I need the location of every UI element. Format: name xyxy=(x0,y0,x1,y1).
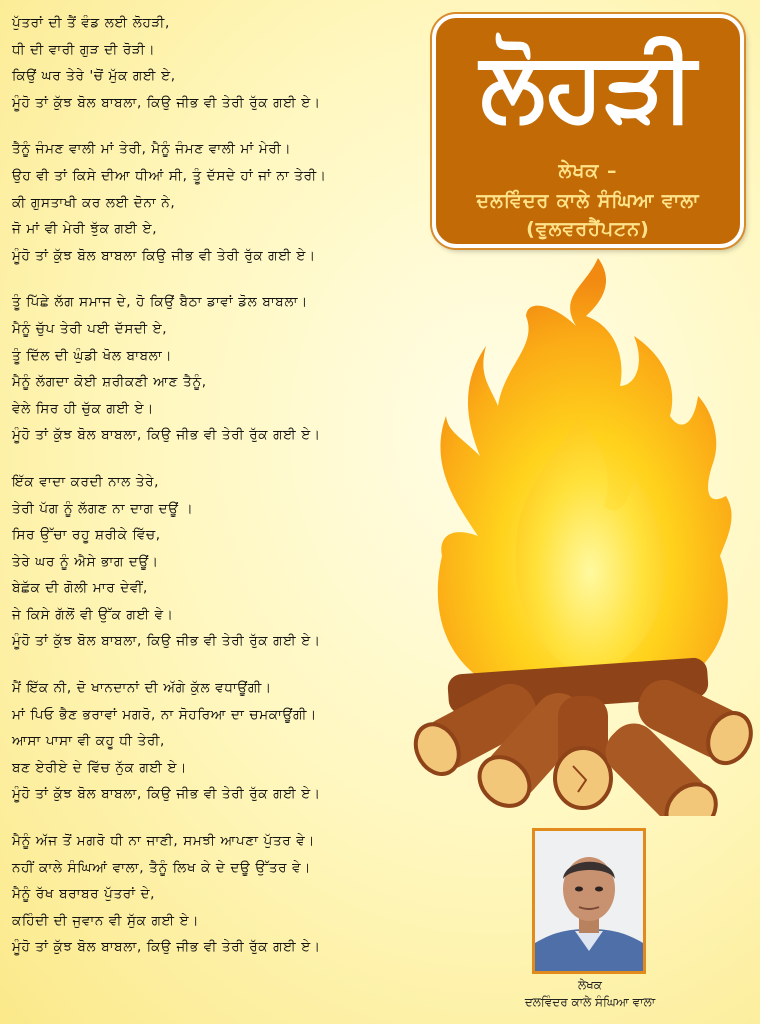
poem-stanza xyxy=(12,289,422,449)
poem-line: ਮੈਂ ਇੱਕ ਨੀ, ਦੋ ਖਾਨਦਾਨਾਂ ਦੀ ਅੱਗੇ ਕੁੱਲ ਵਧਾਊਂਗੀ। xyxy=(12,680,272,697)
poem-line: ਆਸਾ ਪਾਸਾ ਵੀ ਕਹੂ ਧੀ ਤੇਰੀ, xyxy=(12,733,165,750)
poem-line: ਜੇ ਕਿਸੇ ਗੱਲੋਂ ਵੀ ਉੱਕ ਗਈ ਵੇ। xyxy=(12,606,174,623)
poem xyxy=(12,10,422,981)
poem-line: ਮੂੰਹੋ ਤਾਂ ਕੁੱਝ ਬੋਲ ਬਾਬਲਾ, ਕਿਉ ਜੀਭ ਵੀ ਤੇਰੀ ਰੁੱਕ ਗਈ ਏ। xyxy=(12,94,321,111)
poem-line: ਮੈਨੂੰ ਚੁੱਪ ਤੇਰੀ ਪਈ ਦੱਸਦੀ ਏ, xyxy=(12,320,168,337)
poem-line: ਮੈਨੂੰ ਰੱਖ ਬਰਾਬਰ ਪੁੱਤਰਾਂ ਦੇ, xyxy=(12,886,156,903)
log-pile xyxy=(408,657,754,816)
poem-line: ਜੋ ਮਾਂ ਵੀ ਮੇਰੀ ਝੁੱਕ ਗਈ ਏ, xyxy=(12,221,158,238)
author-place: (ਵੁਲਵਰਹੈਂਪਟਨ) xyxy=(526,218,650,240)
poem-stanza xyxy=(12,675,422,808)
poem-line: ਮੂੰਹੋ ਤਾਂ ਕੁੱਝ ਬੋਲ ਬਾਬਲਾ, ਕਿਉ ਜੀਭ ਵੀ ਤੇਰੀ ਰੁੱਕ ਗਈ ਏ। xyxy=(12,786,321,803)
poem-line: ਮੂੰਹੋ ਤਾਂ ਕੁੱਝ ਬੋਲ ਬਾਬਲਾ, ਕਿਉ ਜੀਭ ਵੀ ਤੇਰੀ ਰੁੱਕ ਗਈ ਏ। xyxy=(12,939,321,956)
author-name: ਦਲਵਿੰਦਰ ਕਾਲੇ ਸੰਘਿਆ ਵਾਲਾ xyxy=(476,190,700,212)
page-title: ਲੋਹੜੀ xyxy=(480,30,696,142)
poem-line: ਤੈਨੂੰ ਜੰਮਣ ਵਾਲੀ ਮਾਂ ਤੇਰੀ, ਮੈਨੂੰ ਜੰਮਣ ਵਾਲੀ ਮਾਂ ਮੇਰੀ। xyxy=(12,141,292,158)
poem-line: ਤੇਰੀ ਪੱਗ ਨੂੰ ਲੱਗਣ ਨਾ ਦਾਗ ਦਊਂ । xyxy=(12,500,194,517)
poem-stanza xyxy=(12,10,422,116)
poem-line: ਇੱਕ ਵਾਦਾ ਕਰਦੀ ਨਾਲ ਤੇਰੇ, xyxy=(12,473,160,490)
poem-line: ਸਿਰ ਉੱਚਾ ਰਹੂ ਸ਼ਰੀਕੇ ਵਿੱਚ, xyxy=(12,527,161,544)
poem-line: ਮੂੰਹੋ ਤਾਂ ਕੁੱਝ ਬੋਲ ਬਾਬਲਾ ਕਿਉ ਜੀਭ ਵੀ ਤੇਰੀ ਰੁੱਕ ਗਈ ਏ। xyxy=(12,247,316,264)
title-box xyxy=(432,14,744,248)
poem-stanza xyxy=(12,469,422,655)
poem-stanza xyxy=(12,136,422,269)
poem-line: ਪੁੱਤਰਾਂ ਦੀ ਤੈਂ ਵੰਡ ਲਈ ਲੋਹੜੀ, xyxy=(12,15,170,31)
author-label: ਲੇਖਕ – xyxy=(558,160,618,182)
poem-line: ਮੂੰਹੋ ਤਾਂ ਕੁੱਝ ਬੋਲ ਬਾਬਲਾ, ਕਿਉ ਜੀਭ ਵੀ ਤੇਰੀ ਰੁੱਕ ਗਈ ਏ। xyxy=(12,427,321,444)
poem-line: ਤੂੰ ਦਿੱਲ ਦੀ ਘੁੰਡੀ ਖੋਲ ਬਾਬਲਾ। xyxy=(12,347,173,364)
poem-line: ਵੇਲੇ ਸਿਰ ਹੀ ਚੁੱਕ ਗਈ ਏ। xyxy=(12,400,154,417)
poem-line: ਨਹੀਂ ਕਾਲੇ ਸੰਘਿਆਂ ਵਾਲਾ, ਤੈਨੂੰ ਲਿਖ ਕੇ ਦੇ ਦਊ ਉੱਤਰ ਵੇ। xyxy=(12,859,311,876)
poem-line: ਧੀ ਦੀ ਵਾਰੀ ਗੁੜ ਦੀ ਰੋੜੀ। xyxy=(12,41,156,58)
poem-line: ਮੈਨੂੰ ਲੱਗਦਾ ਕੋਈ ਸ਼ਰੀਕਣੀ ਆਣ ਤੈਨੂੰ, xyxy=(12,374,207,391)
poem-line: ਬੇਛੱਕ ਦੀ ਗੋਲੀ ਮਾਰ ਦੇਵੀਂ, xyxy=(12,580,148,597)
poem-line: ਉਹ ਵੀ ਤਾਂ ਕਿਸੇ ਦੀਆ ਧੀਆਂ ਸੀ, ਤੂੰ ਦੱਸਦੇ ਹਾਂ ਜਾਂ ਨਾ ਤੇਰੀ। xyxy=(12,167,327,184)
poem-line: ਮੈਨੂੰ ਅੱਜ ਤੋਂ ਮਗਰੋ ਧੀ ਨਾ ਜਾਣੀ, ਸਮਝੀ ਆਪਣਾ ਪੁੱਤਰ ਵੇ। xyxy=(12,833,316,850)
author-photo-icon xyxy=(535,831,643,971)
poem-line: ਕਹਿੰਦੀ ਦੀ ਜੁਵਾਨ ਵੀ ਸੁੱਕ ਗਈ ਏ। xyxy=(12,912,200,929)
photo-caption-label: ਲੇਖਕ xyxy=(578,978,602,992)
poem-line: ਬਣ ਏਰੀਏ ਦੇ ਵਿੱਚ ਨੁੱਕ ਗਈ ਏ। xyxy=(12,759,187,776)
poem-line: ਤੂੰ ਪਿੱਛੇ ਲੱਗ ਸਮਾਜ ਦੇ, ਹੋ ਕਿਉਂ ਬੈਠਾ ਡਾਵਾਂ ਡੋਲ ਬਾਬਲਾ। xyxy=(12,294,308,311)
poem-stanza xyxy=(12,828,422,961)
poem-line: ਕਿਉਂ ਘਰ ਤੇਰੇ 'ਚੋਂ ਮੁੱਕ ਗਈ ਏ, xyxy=(12,68,176,85)
bonfire-illustration xyxy=(408,256,754,816)
poem-line: ਮਾਂ ਪਿਓ ਭੈਣ ਭਰਾਵਾਂ ਮਗਰੋ, ਨਾ ਸੋਹਰਿਆ ਦਾ ਚਮਕਾਊਂਗੀ। xyxy=(12,706,317,723)
poem-line: ਤੇਰੇ ਘਰ ਨੂੰ ਐਸੇ ਭਾਗ ਦਊਂ। xyxy=(12,553,159,570)
poem-line: ਮੂੰਹੋ ਤਾਂ ਕੁੱਝ ਬੋਲ ਬਾਬਲਾ, ਕਿਉ ਜੀਭ ਵੀ ਤੇਰੀ ਰੁੱਕ ਗਈ ਏ। xyxy=(12,633,321,650)
photo-caption-name: ਦਲਵਿੰਦਰ ਕਾਲੇ ਸੰਘਿਆ ਵਾਲਾ xyxy=(524,995,656,1009)
author-photo xyxy=(532,828,646,974)
poem-line: ਕੀ ਗੁਸਤਾਖੀ ਕਰ ਲਈ ਦੋਨਾ ਨੇ, xyxy=(12,194,176,211)
